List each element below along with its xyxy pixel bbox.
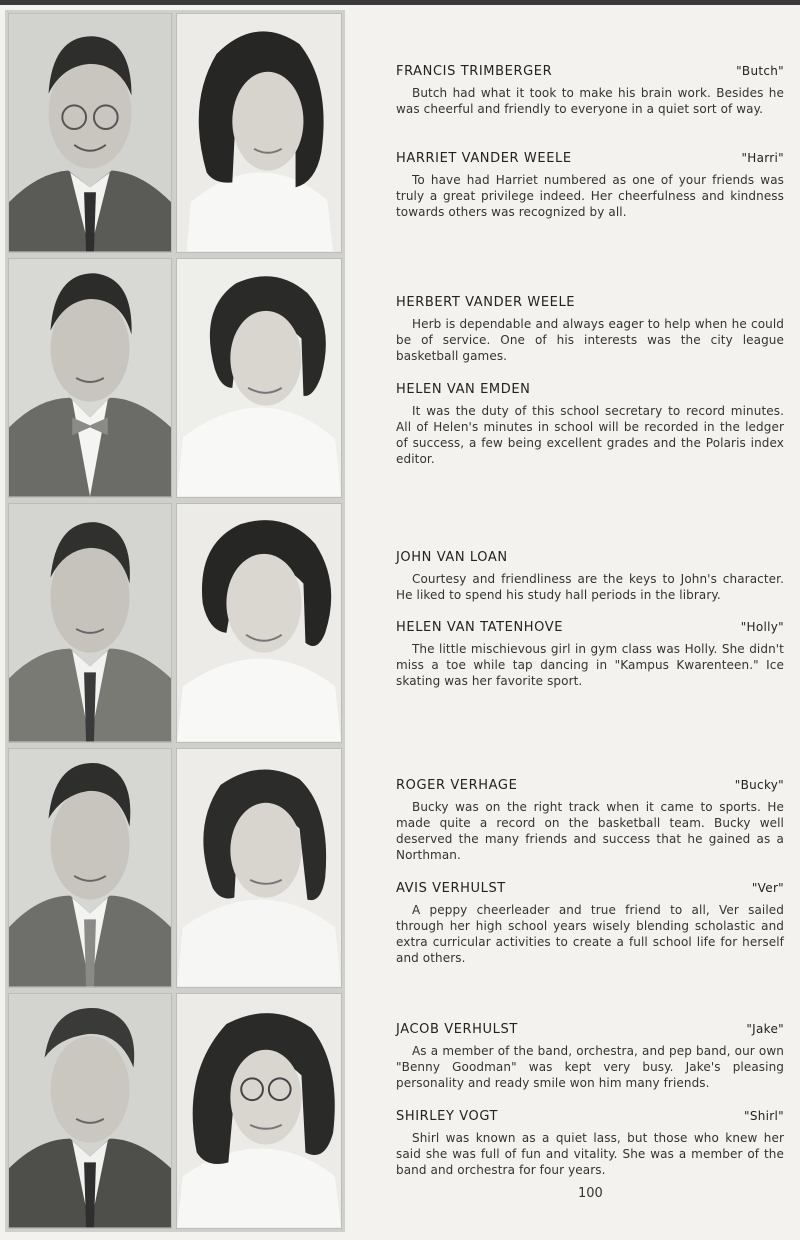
entry-helen-van-tatenhove: [396, 620, 784, 689]
student-biography: To have had Harriet numbered as one of your friends was truly a great privilege indeed. Her cheerfulness and kindness towards others was recognized by all.: [396, 173, 784, 219]
portrait-photo-roger-verhage: [8, 748, 172, 988]
portrait-boy-icon: [9, 259, 171, 497]
student-nickname: "Butch": [736, 64, 784, 78]
student-name: JOHN VAN LOAN: [396, 550, 508, 565]
entry-header: [396, 550, 784, 565]
entry-john-van-loan: [396, 550, 784, 603]
portrait-photo-jacob-verhulst: [8, 993, 172, 1229]
student-biography: It was the duty of this school secretary to record minutes. All of Helen's minutes in school will be recorded in the ledger of success, a few being excellent grades and the Polaris index editor.: [396, 404, 784, 466]
portrait-photo-avis-verhulst: [176, 748, 342, 988]
student-name: HARRIET VANDER WEELE: [396, 151, 572, 166]
entry-jacob-verhulst: [396, 1022, 784, 1091]
portrait-photo-helen-van-emden: [176, 258, 342, 498]
student-nickname: "Bucky": [734, 778, 784, 792]
student-biography: The little mischievous girl in gym class was Holly. She didn't miss a toe while tap dancing in "Kampus Kwarenteen." Ice skating was her favorite sport.: [396, 642, 784, 688]
portrait-boy-icon: [9, 994, 171, 1228]
portrait-boy-icon: [9, 504, 171, 742]
student-name: AVIS VERHULST: [396, 881, 506, 896]
page-number: 100: [578, 1186, 603, 1201]
portrait-girl-icon: [177, 14, 341, 252]
student-biography: A peppy cheerleader and true friend to all, Ver sailed through her high school years wisely blending scholastic and extra curricular activities to create a full school life for herself and others.: [396, 903, 784, 965]
portrait-photo-john-van-loan: [8, 503, 172, 743]
student-name: JACOB VERHULST: [396, 1022, 518, 1037]
portrait-grid: [5, 10, 345, 1232]
portrait-girl-icon: [177, 994, 341, 1228]
entry-header: [396, 295, 784, 310]
entry-harriet-vander-weele: [396, 151, 784, 220]
student-nickname: "Holly": [740, 620, 784, 634]
entry-shirley-vogt: [396, 1109, 784, 1178]
biography-column: [396, 0, 784, 1240]
student-biography: As a member of the band, orchestra, and pep band, our own "Benny Goodman" was kept very busy. Jake's pleasing personality and ready smile won him many friends.: [396, 1044, 784, 1090]
portrait-girl-icon: [177, 259, 341, 497]
student-name: SHIRLEY VOGT: [396, 1109, 499, 1124]
portrait-photo-helen-van-tatenhove: [176, 503, 342, 743]
entry-header: [396, 1022, 784, 1037]
entry-header: [396, 881, 784, 896]
student-biography: Bucky was on the right track when it came to sports. He made quite a record on the basketball team. Bucky well deserved the many friends and success that he gained as a Northman.: [396, 800, 784, 862]
student-biography: Courtesy and friendliness are the keys to John's character. He liked to spend his study hall periods in the library.: [396, 572, 784, 602]
student-biography: Herb is dependable and always eager to help when he could be of service. One of his interests was the city league basketball games.: [396, 317, 784, 363]
entry-header: [396, 778, 784, 793]
portrait-photo-herbert-vander-weele: [8, 258, 172, 498]
student-name: HELEN VAN EMDEN: [396, 382, 531, 397]
student-nickname: "Jake": [746, 1022, 784, 1036]
portrait-boy-icon: [9, 749, 171, 987]
entry-header: [396, 382, 784, 397]
entry-francis-trimberger: [396, 64, 784, 117]
student-nickname: "Shirl": [744, 1109, 784, 1123]
entry-avis-verhulst: [396, 881, 784, 966]
student-name: HELEN VAN TATENHOVE: [396, 620, 564, 635]
portrait-girl-icon: [177, 749, 341, 987]
student-name: HERBERT VANDER WEELE: [396, 295, 576, 310]
portrait-photo-francis-trimberger: [8, 13, 172, 253]
student-biography: Shirl was known as a quiet lass, but those who knew her said she was full of fun and vitality. She was a member of the band and orchestra for four years.: [396, 1131, 784, 1177]
entry-helen-van-emden: [396, 382, 784, 467]
portrait-photo-shirley-vogt: [176, 993, 342, 1229]
portrait-girl-icon: [177, 504, 341, 742]
entry-header: [396, 151, 784, 166]
portrait-boy-icon: [9, 14, 171, 252]
student-nickname: "Harri": [741, 151, 784, 165]
entry-header: [396, 64, 784, 79]
portrait-photo-harriet-vander-weele: [176, 13, 342, 253]
student-name: ROGER VERHAGE: [396, 778, 518, 793]
entry-herbert-vander-weele: [396, 295, 784, 364]
student-name: FRANCIS TRIMBERGER: [396, 64, 553, 79]
student-nickname: "Ver": [751, 881, 784, 895]
entry-header: [396, 620, 784, 635]
student-biography: Butch had what it took to make his brain work. Besides he was cheerful and friendly to everyone in a quiet sort of way.: [396, 86, 784, 116]
entry-header: [396, 1109, 784, 1124]
entry-roger-verhage: [396, 778, 784, 863]
